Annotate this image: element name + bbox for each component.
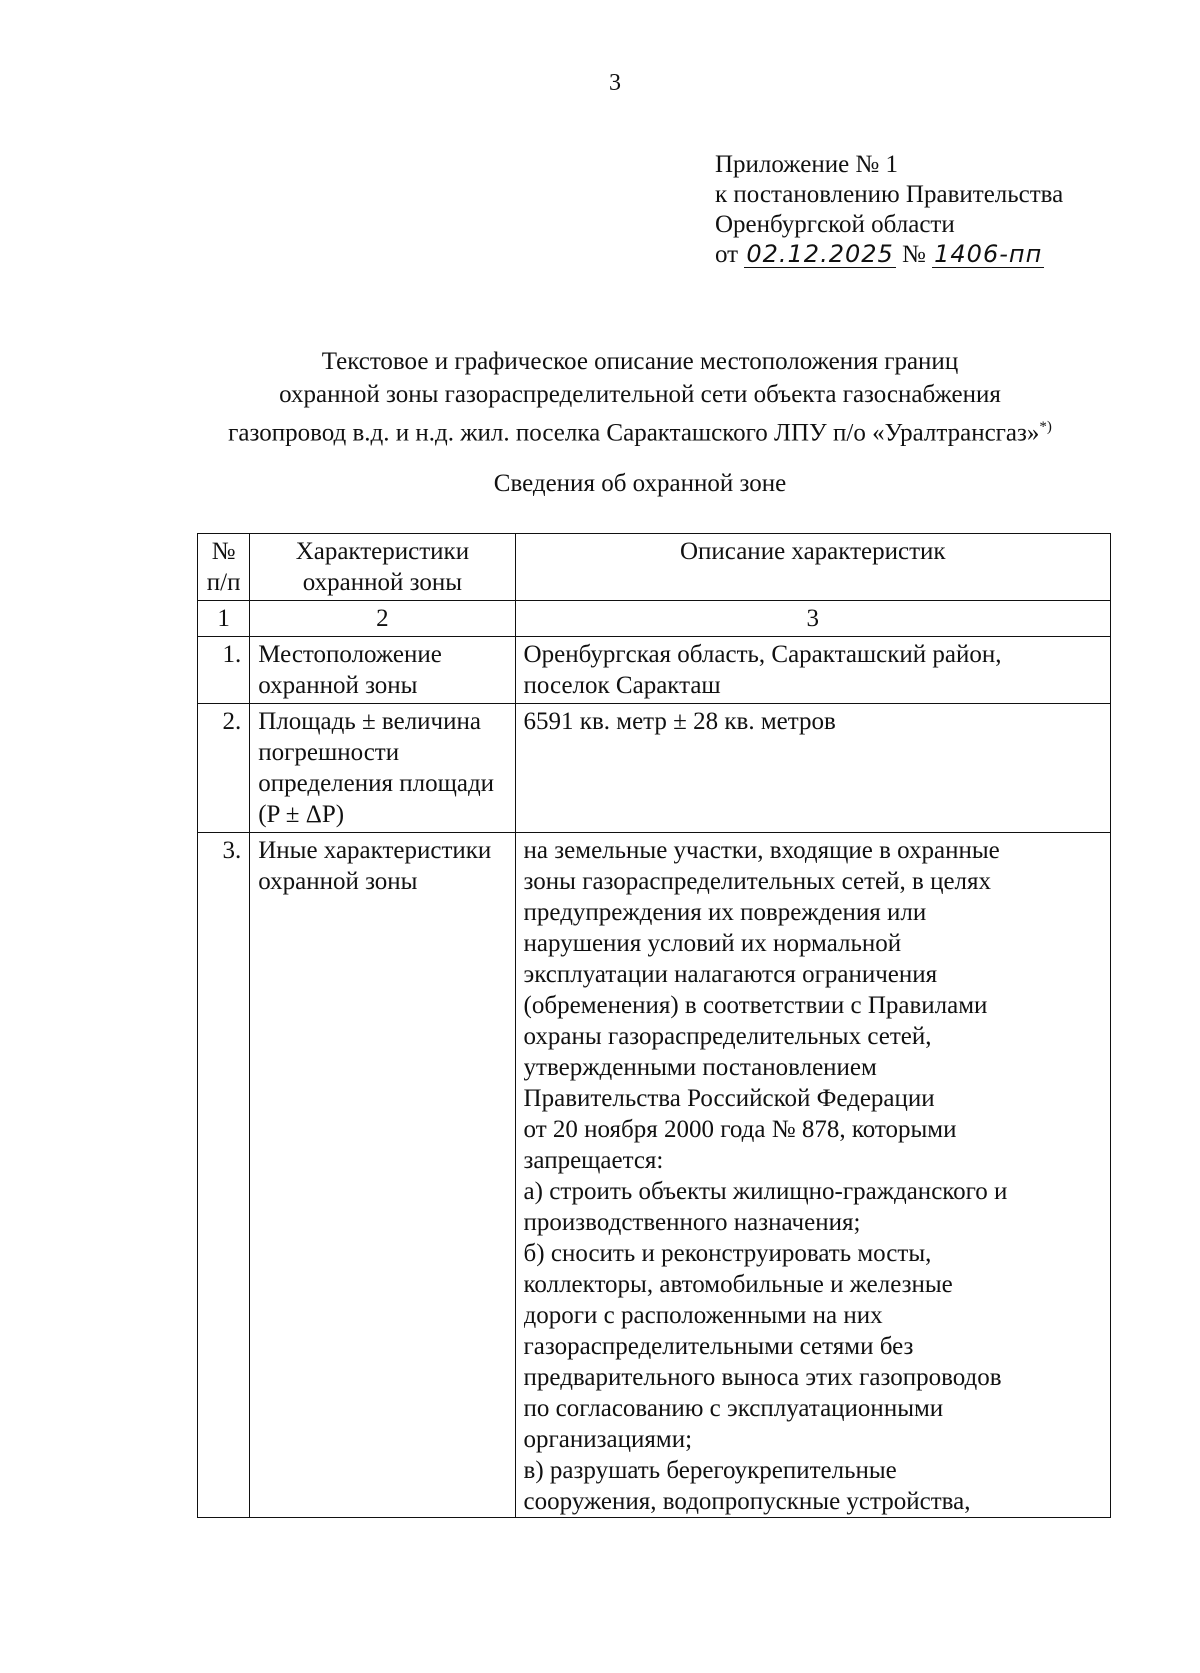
table-row — [198, 637, 1111, 704]
section-title: Сведения об охранной зоне — [493, 470, 787, 497]
footnote-mark: *) — [1039, 419, 1052, 435]
title-line-3-text: газопровод в.д. и н.д. жил. поселка Саракташского ЛПУ п/о «Уралтрансгаз» — [228, 419, 1040, 447]
title-line-3 — [120, 411, 1160, 449]
description-line: Оренбургская область, Саракташский район, — [523, 641, 1002, 668]
header-characteristic: Характеристики охранной зоны — [250, 534, 515, 601]
from-label: от — [715, 241, 739, 268]
appendix-reference-line — [715, 240, 1063, 270]
description-line: на земельные участки, входящие в охранные — [523, 837, 1000, 864]
title-line-2: охранной зоны газораспределительной сети объекта газоснабжения — [279, 381, 1001, 408]
column-number-1: 1 — [198, 601, 250, 637]
description-lines — [524, 835, 1102, 1515]
header-num: № п/п — [198, 534, 250, 601]
row-num: 2. — [198, 704, 250, 833]
description-line: а) строить объекты жилищно-гражданского и — [523, 1178, 1008, 1205]
row-characteristic: Иные характеристики охранной зоны — [250, 833, 515, 1518]
description-line: предварительного выноса этих газопроводов — [523, 1364, 1002, 1391]
description-line: предупреждения их повреждения или — [523, 899, 927, 926]
description-line: сооружения, водопропускные устройства, — [523, 1488, 971, 1515]
description-line: нарушения условий их нормальной — [523, 930, 902, 957]
handwritten-date: 02.12.2025 — [746, 240, 894, 268]
page-number: 3 — [609, 70, 621, 96]
description-line: поселок Саракташ — [523, 672, 721, 699]
number-sign: № — [902, 241, 926, 268]
description-line: производственного назначения; — [523, 1209, 861, 1236]
row-num: 1. — [198, 637, 250, 704]
table-header-row — [198, 534, 1111, 601]
description-line: 6591 кв. метр ± 28 кв. метров — [523, 708, 836, 735]
row-num: 3. — [198, 833, 250, 1518]
description-line: охраны газораспределительных сетей, — [523, 1023, 932, 1050]
row-characteristic: Площадь ± величина погрешности определения площади (P ± ΔP) — [250, 704, 515, 833]
column-number-2: 2 — [250, 601, 515, 637]
description-line: запрещается: — [523, 1147, 664, 1174]
handwritten-number: 1406-пп — [934, 240, 1043, 268]
table-row — [198, 704, 1111, 833]
description-line: (обременения) в соответствии с Правилами — [523, 992, 988, 1019]
description-line: Правительства Российской Федерации — [523, 1085, 935, 1112]
row-description — [515, 637, 1110, 704]
description-line: газораспределительными сетями без — [523, 1333, 914, 1360]
description-line: б) сносить и реконструировать мосты, — [523, 1240, 932, 1267]
description-line: от 20 ноября 2000 года № 878, которыми — [523, 1116, 957, 1143]
column-number-3: 3 — [515, 601, 1110, 637]
appendix-block — [715, 150, 1063, 270]
description-line: в) разрушать берегоукрепительные — [523, 1457, 897, 1484]
header-description: Описание характеристик — [515, 534, 1110, 601]
row-characteristic: Местоположение охранной зоны — [250, 637, 515, 704]
row-description — [515, 704, 1110, 833]
description-line: зоны газораспределительных сетей, в целях — [523, 868, 992, 895]
description-line: утвержденными постановлением — [523, 1054, 877, 1081]
row-description — [515, 833, 1110, 1518]
protection-zone-table — [197, 533, 1111, 1518]
appendix-resolution-line: к постановлению Правительства — [715, 181, 1064, 208]
description-line: коллекторы, автомобильные и железные — [523, 1271, 953, 1298]
description-line: дороги с расположенными на них — [523, 1302, 883, 1329]
description-line: организациями; — [523, 1426, 693, 1453]
description-line: эксплуатации налагаются ограничения — [523, 961, 938, 988]
appendix-title: Приложение № 1 — [715, 151, 899, 178]
column-number-row — [198, 601, 1111, 637]
appendix-region-line: Оренбургской области — [715, 211, 955, 238]
title-line-1: Текстовое и графическое описание местоположения границ — [321, 348, 959, 375]
document-title — [120, 345, 1160, 449]
table-row — [198, 833, 1111, 1518]
description-line: по согласованию с эксплуатационными — [523, 1395, 944, 1422]
